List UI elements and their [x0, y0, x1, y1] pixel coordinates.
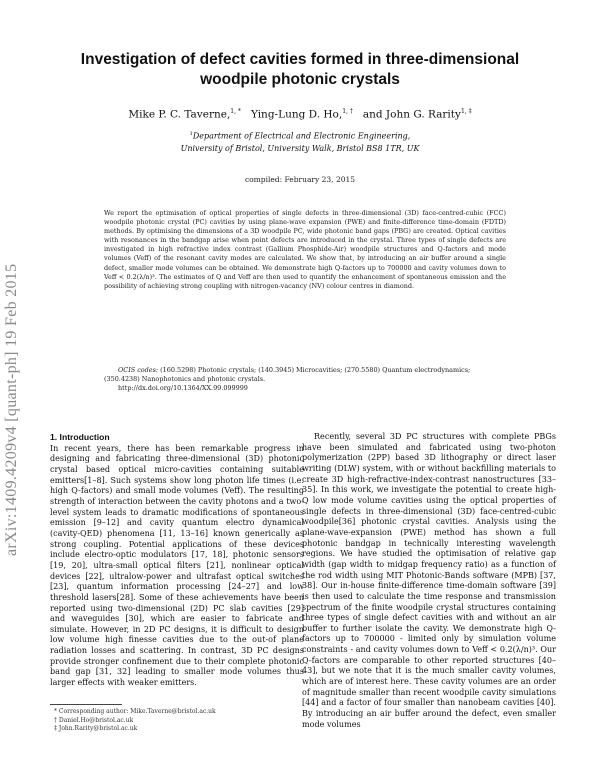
author-3-mark: 1, ‡: [460, 108, 472, 115]
section-heading-introduction: 1. Introduction: [50, 432, 110, 442]
footnote-3: ‡ John.Rarity@bristol.ac.uk: [54, 725, 138, 733]
right-column: [302, 432, 556, 730]
affiliation-line-2: University of Bristol, University Walk, Bristol BS8 1TR, UK: [180, 143, 420, 153]
affiliation-mark: 1: [189, 131, 193, 137]
footnotes: [50, 708, 304, 734]
author-list: [60, 108, 540, 121]
ocis-label: OCIS codes:: [118, 366, 159, 374]
intro-paragraph: In recent years, there has been remarkable progress in designing and fabricating three-dimensional (3D) photonic crystal based optical micro-cavities containing suitable emitters[1–8]. Such systems show long photon life times (i.e. high Q-factors) and small mode volumes (Veff). The resulting strength of interaction between the cavity photons and a two-level system leads to dramatic modifications of spontaneous emission [9–12] and cavity quantum electro dynamical (cavity-QED) phenomena [11, 13–16] known generically as strong coupling. Potential applications of these devices include electro-optic modulators [17, 18], photonic sensors [19, 20], ultra-small optical filters [21], nonlinear optical devices [22], ultralow-power and ultrafast optical switches [23], quantum information processing [24–27] and low threshold lasers[28]. Some of these achievements have been reported using two-dimensional (2D) PC slab cavities [29] and waveguides [30], which are easier to fabricate and simulate. However, in 2D PC designs, it is difficult to design low volume high finesse cavities due to the out-of plane radiation losses and scattering. In contrast, 3D PC designs provide stronger confinement due to their complete photonic band gap [31, 32] leading to smaller mode volumes thus larger effects with weaker emitters.: [50, 443, 304, 688]
arxiv-identifier: arXiv:1409.4209v4 [quant-ph] 19 Feb 2015: [3, 263, 20, 557]
compiled-date: compiled: February 23, 2015: [244, 175, 356, 184]
author-2-mark: 1, †: [342, 108, 353, 115]
footnote-2: † Daniel.Ho@bristol.ac.uk: [54, 716, 134, 724]
footnote-1: * Corresponding author: Mike.Taverne@bristol.ac.uk: [54, 708, 216, 715]
author-2: Ying-Lung D. Ho,: [250, 108, 343, 121]
author-1: Mike P. C. Taverne,: [128, 108, 231, 121]
intro-paragraph-2: Recently, several 3D PC structures with complete PBGs have been simulated and fabricated using two-photon polymerization (2PP) based 3D lithography or direct laser writing (DLW) system, with or without backfilling materials to create 3D high-refractive-index-contrast nanostructures [33–35]. In this work, we investigate the potential to create high-Q low mode volume cavities using the optical properties of single defects in three-dimensional (3D) face-centred-cubic woodpile[36] photonic crystal cavities. Analysis using the plane-wave-expansion (PWE) method has shown a full photonic bandgap in technically interesting wavelength regions. We have studied the optimisation of relative gap width (gap width to midgap frequency ratio) as a function of the rod width using MIT Photonic-Bands software (MPB) [37, 38]. Our in-house finite-difference time-domain software [39] is then used to calculate the time response and transmission spectrum of the finite woodpile crystal structures containing three types of single defect cavities with and without an air buffer to further isolate the cavity. We demonstrate high Q-factors up to 700000 - limited only by simulation volume constraints - and cavity volumes down to Veff < 0.2(λ/n)³. Our Q-factors are comparable to other reported structures [40–43], but we note that it is the much smaller cavity volumes, which are of interest here. These cavity volumes are an order of magnitude smaller than recent woodpile cavity simulations [44] and a factor of four smaller than nanobeam cavities [40]. By introducing an air buffer around the defect, even smaller mode volumes: [302, 432, 556, 729]
left-column: [50, 432, 304, 689]
footnote-rule: [50, 704, 122, 705]
paper-title: Investigation of defect cavities formed in three-dimensional woodpile photonic crystals: [80, 51, 520, 88]
ocis-block: [104, 366, 506, 393]
doi-link[interactable]: http://dx.doi.org/10.1364/XX.99.099999: [118, 384, 248, 393]
abstract: We report the optimisation of optical properties of single defects in three-dimensional (3D) face-centred-cubic (FCC) woodpile photonic crystal (PC) cavities by using plane-wave expansion (PWE) and finite-difference time-domain (FDTD) methods. By optimising the dimensions of a 3D woodpile PC, wide photonic band gaps (PBG) are created. Optical cavities with resonances in the bandgap arise when point defects are introduced in the crystal. Three types of single defects are investigated in high refractive index contrast (Gallium Phosphide-Air) woodpile structures and Q-factors and mode volumes (Veff) of the resonant cavity modes are calculated. We show that, by introducing an air buffer around a single defect, smaller mode volumes can be obtained. We demonstrate high Q-factors up to 700000 and cavity volumes down to Veff < 0.2(λ/n)³. The estimates of Q and Veff are then used to quantify the enhancement of spontaneous emission and the possibility of achieving strong coupling with nitrogen-vacancy (NV) colour centres in diamond.: [104, 209, 506, 290]
affiliation: [60, 128, 540, 155]
ocis-codes: (160.5298) Photonic crystals; (140.3945) Microcavities; (270.5580) Quantum electrodynamics; (350.4238) Nanophotonics and photonic crystals.: [104, 366, 471, 384]
author-1-mark: 1, *: [230, 108, 241, 115]
affiliation-line-1: Department of Electrical and Electronic Engineering,: [192, 131, 411, 141]
author-3: and John G. Rarity: [362, 108, 461, 121]
